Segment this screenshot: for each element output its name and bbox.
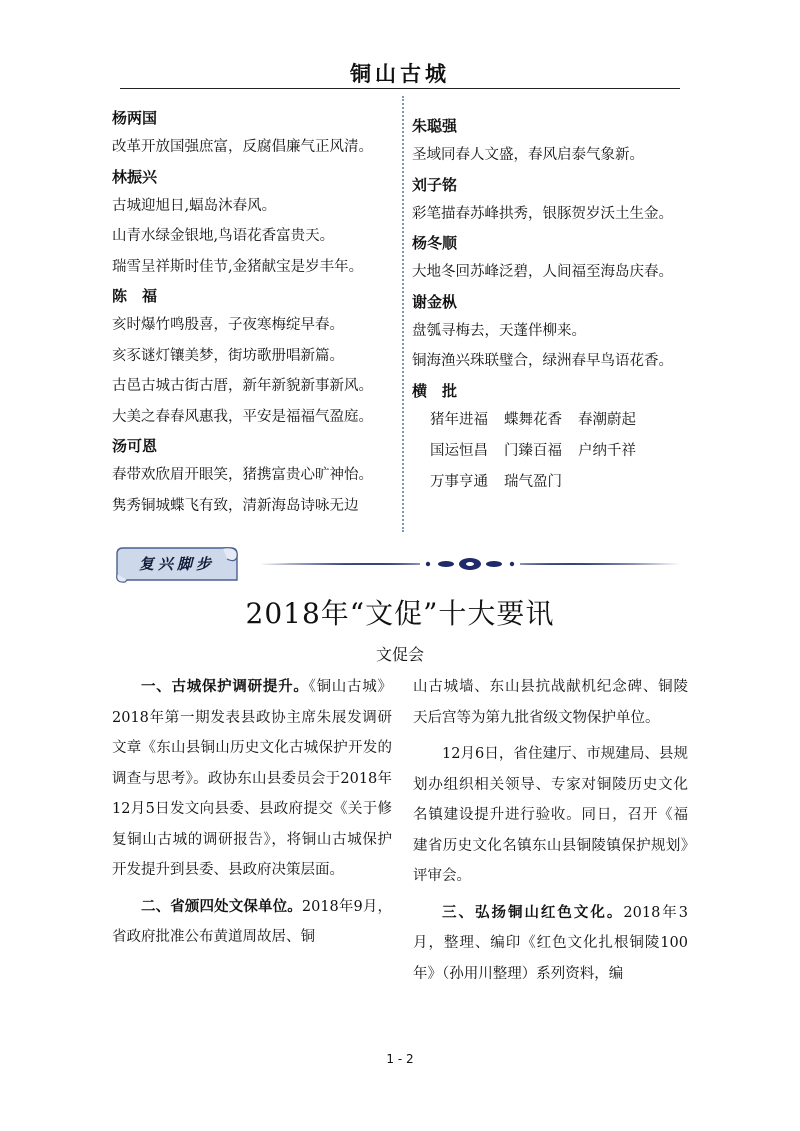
hengpi-row: [412, 436, 702, 467]
poem-author: 朱聪强: [412, 117, 458, 135]
poem-line: 彩笔描春苏峰拱秀，银豚贺岁沃土生金。: [412, 205, 673, 222]
hengpi-label: 横 批: [412, 381, 458, 400]
poem-block: [112, 104, 397, 163]
paragraph-text: 2018年3月，整理、编印《红色文化扎根铜陵100年》（孙用川整理）系列资料，编: [413, 904, 688, 982]
section-banner-label: 复兴脚步: [138, 555, 215, 573]
poem-line: 瑞雪呈祥斯时佳节,金猪献宝是岁丰年。: [112, 258, 364, 275]
article-paragraph: [112, 892, 392, 953]
poem-line: 亥时爆竹鸣殷喜，子夜寒梅绽早春。: [112, 317, 344, 333]
poems-left-column: [112, 104, 397, 521]
poem-line: 铜海渔兴珠联璧合，绿洲春早鸟语花香。: [412, 353, 673, 369]
poem-block: [112, 282, 397, 432]
article-paragraph: [413, 739, 688, 892]
poem-block: [412, 171, 702, 230]
paragraph-text: 12月6日，省住建厅、市规建局、县规划办组织相关领导、专家对铜陵历史文化名镇建设提升进行验收。同日，召开《福建省历史文化名镇东山县铜陵镇保护规划》评审会。: [413, 746, 688, 884]
page-number: 1 - 2: [386, 1052, 414, 1066]
hengpi-row: [412, 405, 702, 436]
poem-block: [412, 229, 702, 288]
hengpi-phrase: 户纳千祥: [578, 442, 636, 459]
paragraph-text: 《铜山古城》2018年第一期发表县政协主席朱展发调研文章《东山县铜山历史文化古城保护开发的调查与思考》。政协东山县委员会于2018年12月5日发文向县委、县政府提交《关于修复铜山古城的调研报告》，将铜山古城保护开发提升到县委、县政府决策层面。: [112, 679, 392, 878]
poem-author: 陈 福: [112, 287, 158, 305]
paragraph-heading: 三、弘扬铜山红色文化。: [442, 904, 624, 921]
poem-line: 古邑古城古街古厝，新年新貌新事新风。: [112, 378, 373, 394]
poem-line: 盘瓠寻梅去，天蓬伴柳来。: [412, 322, 586, 339]
poem-author: 汤可恩: [112, 437, 158, 455]
poem-block: [412, 112, 702, 171]
poems-right-column: [412, 112, 702, 498]
article-paragraph: [112, 672, 392, 886]
poem-line: 大美之春春风惠我，平安是福福气盈庭。: [112, 408, 373, 425]
hengpi-row: [412, 467, 702, 498]
poem-line: 山青水绿金银地,鸟语花香富贵天。: [112, 228, 335, 244]
hengpi-phrase: 蝶舞花香: [504, 411, 562, 428]
poem-block: [112, 432, 397, 521]
hengpi-block: [412, 377, 702, 498]
poem-author: 林振兴: [112, 167, 158, 186]
paragraph-text: 2018年9月，省政府批准公布黄道周故居、铜: [112, 898, 392, 945]
poem-line: 大地冬回苏峰泛碧，人间福至海岛庆春。: [412, 264, 673, 280]
header-rule: [120, 88, 680, 89]
poem-author: 杨两国: [112, 109, 158, 127]
hengpi-phrase: 猪年进福: [430, 411, 488, 428]
hengpi-phrase: 国运恒昌: [430, 442, 488, 459]
poem-author: 刘子铭: [412, 175, 458, 194]
poem-line: 亥豕谜灯镶美梦，街坊歌册唱新篇。: [112, 347, 344, 364]
ornament-divider: [260, 556, 680, 572]
article-body-right: [413, 672, 688, 995]
hengpi-phrase: 门臻百福: [504, 442, 562, 459]
header-title: 铜山古城: [350, 61, 450, 86]
hengpi-phrase: 春潮蔚起: [578, 411, 636, 428]
poem-line: 改革开放国强庶富，反腐倡廉气正风清。: [112, 139, 373, 155]
paragraph-text: 山古城墙、东山县抗战献机纪念碑、铜陵天后宫等为第九批省级文物保护单位。: [413, 679, 688, 726]
paragraph-heading: 一、古城保护调研提升。: [141, 679, 309, 695]
poem-line: 古城迎旭日,蝠岛沐春风。: [112, 197, 277, 214]
poem-author: 谢金枞: [412, 292, 458, 311]
paragraph-heading: 二、省颁四处文保单位。: [141, 898, 302, 915]
article-paragraph: [413, 898, 688, 990]
poem-block: [112, 163, 397, 283]
poem-line: 春带欢欣眉开眼笑，猪携富贵心旷神怡。: [112, 467, 373, 483]
hengpi-phrase: 万事亨通: [430, 473, 488, 490]
article-title: 2018年“文促”十大要讯: [245, 597, 555, 630]
article-body-left: [112, 672, 392, 959]
article-author: 文促会: [375, 645, 424, 664]
article-paragraph: [413, 672, 688, 733]
poem-author: 杨冬顺: [412, 234, 458, 252]
section-banner: [113, 543, 241, 585]
hengpi-phrase: 瑞气盈门: [504, 473, 562, 490]
poem-block: [412, 288, 702, 377]
poem-line: 圣域同春人文盛，春风启泰气象新。: [412, 147, 644, 163]
column-divider: [402, 96, 404, 532]
poem-line: 隽秀铜城蝶飞有致，清新海岛诗咏无边: [112, 497, 359, 514]
